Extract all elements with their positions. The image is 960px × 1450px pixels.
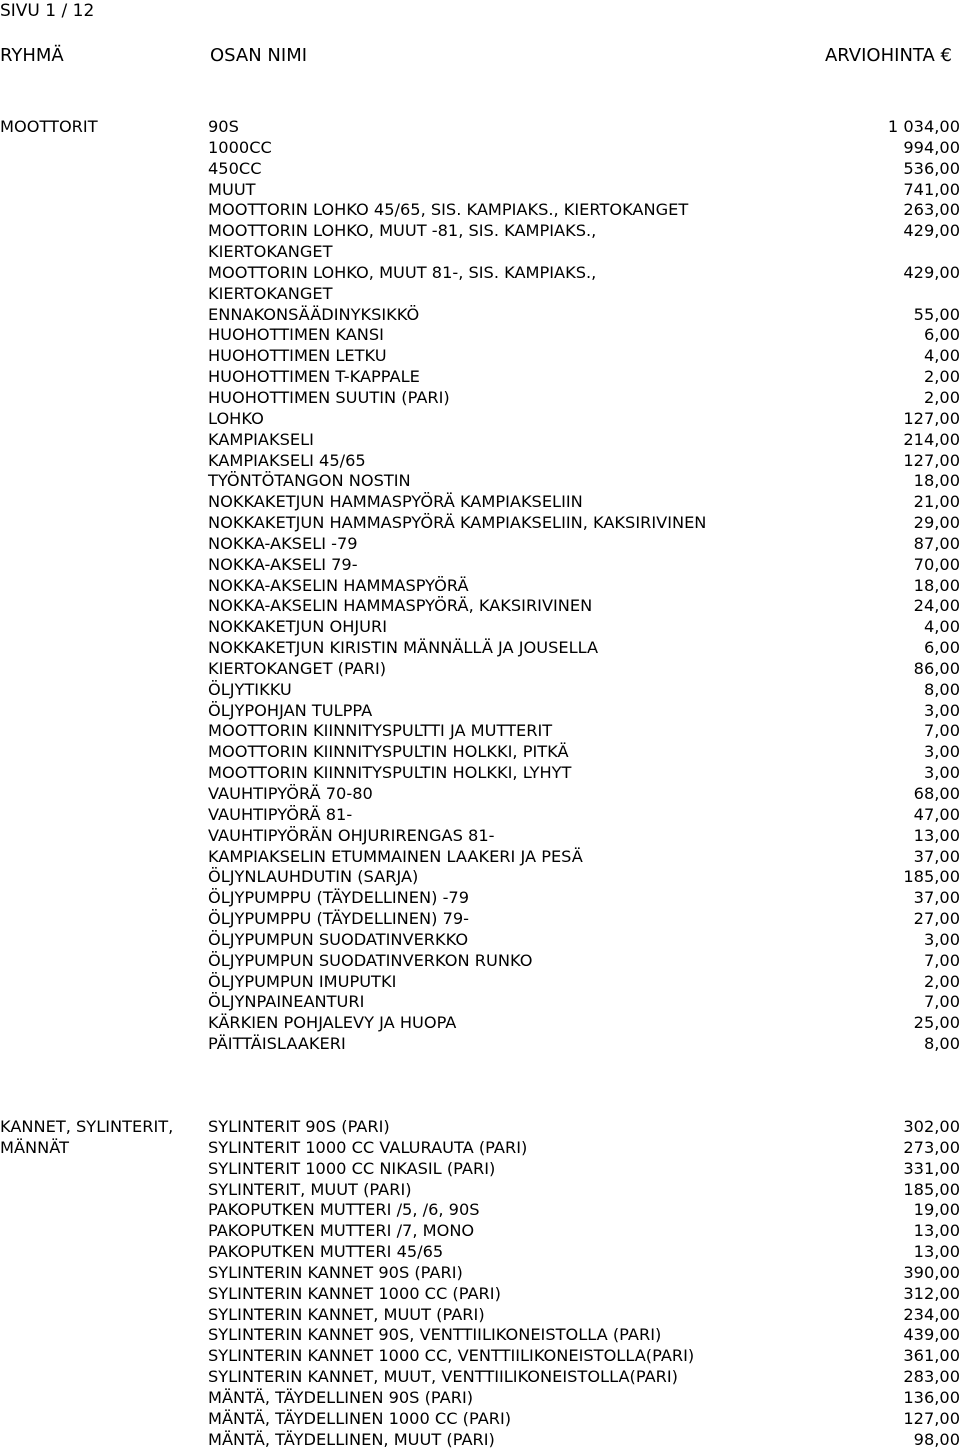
price-list xyxy=(0,117,960,1450)
list-item xyxy=(0,367,960,388)
part-name: MOOTTORIN LOHKO, MUUT -81, SIS. KAMPIAKS., KIERTOKANGET xyxy=(208,221,597,262)
part-price: 263,00 xyxy=(903,200,960,220)
part-price: 283,00 xyxy=(903,1367,960,1387)
part-price: 312,00 xyxy=(903,1283,960,1303)
list-item xyxy=(0,867,960,888)
column-header-group: RYHMÄ xyxy=(0,45,64,66)
list-item xyxy=(0,555,960,576)
list-item xyxy=(0,305,960,326)
part-price: 741,00 xyxy=(903,179,960,199)
list-item xyxy=(0,1013,960,1034)
part-name: ÖLJYPUMPUN SUODATINVERKKO xyxy=(208,929,469,949)
group-engines xyxy=(0,117,960,1055)
list-item xyxy=(0,1388,960,1409)
list-item xyxy=(0,888,960,909)
list-item xyxy=(0,826,960,847)
part-name: LOHKO xyxy=(208,408,264,428)
part-price: 4,00 xyxy=(923,346,960,366)
list-item xyxy=(0,680,960,701)
list-item xyxy=(0,1221,960,1242)
column-header-price: ARVIOHINTA € xyxy=(824,45,952,66)
part-name: MOOTTORIN KIINNITYSPULTIN HOLKKI, LYHYT xyxy=(208,763,572,783)
part-name: HUOHOTTIMEN SUUTIN (PARI) xyxy=(208,387,450,407)
part-name: SYLINTERIN KANNET 90S (PARI) xyxy=(208,1262,463,1282)
group-label xyxy=(0,1117,195,1159)
part-name: 90S xyxy=(208,117,239,136)
list-item xyxy=(0,638,960,659)
part-price: 127,00 xyxy=(903,1408,960,1428)
part-name: HUOHOTTIMEN T-KAPPALE xyxy=(208,367,420,387)
part-price: 994,00 xyxy=(903,137,960,157)
part-price: 27,00 xyxy=(913,909,960,929)
part-name: NOKKAKETJUN HAMMASPYÖRÄ KAMPIAKSELIIN xyxy=(208,492,583,512)
part-name: ENNAKONSÄÄDINYKSIKKÖ xyxy=(208,304,420,324)
list-item xyxy=(0,138,960,159)
part-name: PÄITTÄISLAAKERI xyxy=(208,1034,346,1054)
group-label: MOOTTORIT xyxy=(0,117,98,136)
group-label-text: KANNET, SYLINTERIT, MÄNNÄT xyxy=(0,1116,174,1157)
part-name: MOOTTORIN KIINNITYSPULTTI JA MUTTERIT xyxy=(208,721,553,741)
list-item xyxy=(0,596,960,617)
part-price: 390,00 xyxy=(903,1262,960,1282)
part-price: 6,00 xyxy=(923,638,960,658)
part-price: 536,00 xyxy=(903,158,960,178)
part-name: NOKKA-AKSELI -79 xyxy=(208,533,358,553)
list-item xyxy=(0,701,960,722)
part-name: ÖLJYNPAINEANTURI xyxy=(208,992,365,1012)
part-price: 37,00 xyxy=(913,846,960,866)
part-name: KAMPIAKSELI xyxy=(208,429,314,449)
part-price: 7,00 xyxy=(923,992,960,1012)
part-price: 55,00 xyxy=(913,304,960,324)
list-item xyxy=(0,1409,960,1430)
part-name: MOOTTORIN KIINNITYSPULTIN HOLKKI, PITKÄ xyxy=(208,742,569,762)
part-price: 8,00 xyxy=(923,679,960,699)
part-name: KAMPIAKSELI 45/65 xyxy=(208,450,366,470)
list-item xyxy=(0,471,960,492)
column-header-part-name: OSAN NIMI xyxy=(210,45,308,66)
part-name: NOKKA-AKSELIN HAMMASPYÖRÄ xyxy=(208,575,469,595)
part-name: HUOHOTTIMEN LETKU xyxy=(208,346,387,366)
part-price: 439,00 xyxy=(903,1325,960,1345)
list-item xyxy=(0,1430,960,1450)
list-item xyxy=(0,430,960,451)
part-name: VAUHTIPYÖRÄ 81- xyxy=(208,804,353,824)
part-price: 13,00 xyxy=(913,1242,960,1262)
list-item xyxy=(0,1159,960,1180)
part-price: 8,00 xyxy=(923,1034,960,1054)
list-item xyxy=(0,972,960,993)
part-name: HUOHOTTIMEN KANSI xyxy=(208,325,384,345)
part-price: 68,00 xyxy=(913,784,960,803)
part-price: 13,00 xyxy=(913,1221,960,1241)
part-price: 47,00 xyxy=(913,804,960,824)
part-name: SYLINTERIT, MUUT (PARI) xyxy=(208,1179,412,1199)
part-name: SYLINTERIT 1000 CC NIKASIL (PARI) xyxy=(208,1158,496,1178)
list-item xyxy=(0,263,960,305)
part-name: SYLINTERIN KANNET 1000 CC (PARI) xyxy=(208,1283,501,1303)
part-name: MOOTTORIN LOHKO, MUUT 81-, SIS. KAMPIAKS., KIERTOKANGET xyxy=(208,262,597,303)
part-price: 1 034,00 xyxy=(887,117,960,136)
part-price: 6,00 xyxy=(923,325,960,345)
list-item xyxy=(0,451,960,472)
part-name: NOKKAKETJUN HAMMASPYÖRÄ KAMPIAKSELIIN, KAKSIRIVINEN xyxy=(208,513,707,533)
list-item xyxy=(0,180,960,201)
part-name: ÖLJYTIKKU xyxy=(208,679,292,699)
part-name: ÖLJYPUMPPU (TÄYDELLINEN) 79- xyxy=(208,909,470,929)
part-price: 127,00 xyxy=(903,408,960,428)
part-price: 331,00 xyxy=(903,1158,960,1178)
part-name: VAUHTIPYÖRÄN OHJURIRENGAS 81- xyxy=(208,825,495,845)
list-item xyxy=(0,763,960,784)
part-name: ÖLJYPOHJAN TULPPA xyxy=(208,700,373,720)
list-item xyxy=(0,1305,960,1326)
part-name: 450CC xyxy=(208,158,262,178)
list-item xyxy=(0,388,960,409)
part-name: 1000CC xyxy=(208,137,272,157)
part-name: NOKKA-AKSELIN HAMMASPYÖRÄ, KAKSIRIVINEN xyxy=(208,596,593,616)
list-item xyxy=(0,325,960,346)
list-item xyxy=(0,1325,960,1346)
part-name: KÄRKIEN POHJALEVY JA HUOPA xyxy=(208,1013,457,1033)
list-item xyxy=(0,742,960,763)
part-price: 98,00 xyxy=(913,1429,960,1449)
list-item xyxy=(0,1180,960,1201)
list-item xyxy=(0,1367,960,1388)
list-item xyxy=(0,534,960,555)
list-item xyxy=(0,409,960,430)
part-name: SYLINTERIN KANNET 1000 CC, VENTTIILIKONEISTOLLA(PARI) xyxy=(208,1346,695,1366)
part-price: 86,00 xyxy=(913,658,960,678)
part-price: 7,00 xyxy=(923,950,960,970)
part-price: 234,00 xyxy=(903,1304,960,1324)
list-item xyxy=(0,200,960,221)
part-price: 429,00 xyxy=(903,262,960,282)
part-price: 2,00 xyxy=(923,971,960,991)
part-price: 13,00 xyxy=(913,825,960,845)
part-price: 361,00 xyxy=(903,1346,960,1366)
part-price: 3,00 xyxy=(923,929,960,949)
list-item xyxy=(0,847,960,868)
list-item xyxy=(0,930,960,951)
part-price: 185,00 xyxy=(903,1179,960,1199)
part-price: 185,00 xyxy=(903,867,960,887)
part-price: 25,00 xyxy=(913,1013,960,1033)
list-item xyxy=(0,1200,960,1221)
list-item xyxy=(0,1242,960,1263)
part-price: 29,00 xyxy=(913,513,960,533)
item-list xyxy=(0,1117,960,1450)
list-item xyxy=(0,992,960,1013)
part-price: 273,00 xyxy=(903,1137,960,1157)
part-name: MOOTTORIN LOHKO 45/65, SIS. KAMPIAKS., KIERTOKANGET xyxy=(208,200,689,220)
part-name: KIERTOKANGET (PARI) xyxy=(208,658,387,678)
part-name: MÄNTÄ, TÄYDELLINEN 90S (PARI) xyxy=(208,1387,474,1407)
part-price: 127,00 xyxy=(903,450,960,470)
list-item xyxy=(0,346,960,367)
part-price: 214,00 xyxy=(903,429,960,449)
part-price: 2,00 xyxy=(923,387,960,407)
table-header xyxy=(0,44,960,68)
list-item xyxy=(0,659,960,680)
part-name: MÄNTÄ, TÄYDELLINEN, MUUT (PARI) xyxy=(208,1429,495,1449)
list-item xyxy=(0,805,960,826)
group-heads-cylinders-pistons xyxy=(0,1117,960,1450)
part-price: 3,00 xyxy=(923,763,960,783)
part-price: 136,00 xyxy=(903,1387,960,1407)
list-item xyxy=(0,721,960,742)
part-name: ÖLJYPUMPUN SUODATINVERKON RUNKO xyxy=(208,950,533,970)
part-name: PAKOPUTKEN MUTTERI /5, /6, 90S xyxy=(208,1200,480,1220)
list-item xyxy=(0,1346,960,1367)
part-name: MÄNTÄ, TÄYDELLINEN 1000 CC (PARI) xyxy=(208,1408,512,1428)
part-name: SYLINTERIN KANNET, MUUT, VENTTIILIKONEISTOLLA(PARI) xyxy=(208,1367,678,1387)
part-name: SYLINTERIT 1000 CC VALURAUTA (PARI) xyxy=(208,1137,528,1157)
list-item xyxy=(0,221,960,263)
part-price: 24,00 xyxy=(913,596,960,616)
part-name: ÖLJYPUMPUN IMUPUTKI xyxy=(208,971,397,991)
list-item xyxy=(0,492,960,513)
part-price: 87,00 xyxy=(913,533,960,553)
part-name: TYÖNTÖTANGON NOSTIN xyxy=(208,471,411,491)
list-item xyxy=(0,576,960,597)
part-name: MUUT xyxy=(208,179,256,199)
part-price: 18,00 xyxy=(913,471,960,491)
part-price: 19,00 xyxy=(913,1200,960,1220)
list-item xyxy=(0,909,960,930)
part-price: 18,00 xyxy=(913,575,960,595)
part-price: 302,00 xyxy=(903,1116,960,1136)
list-item xyxy=(0,159,960,180)
part-name: VAUHTIPYÖRÄ 70-80 xyxy=(208,784,373,803)
part-price: 4,00 xyxy=(923,617,960,637)
part-name: KAMPIAKSELIN ETUMMAINEN LAAKERI JA PESÄ xyxy=(208,846,583,866)
part-name: ÖLJYNLAUHDUTIN (SARJA) xyxy=(208,867,419,887)
part-name: SYLINTERIN KANNET, MUUT (PARI) xyxy=(208,1304,485,1324)
part-price: 21,00 xyxy=(913,492,960,512)
list-item xyxy=(0,1034,960,1055)
part-name: SYLINTERIT 90S (PARI) xyxy=(208,1116,390,1136)
part-price: 2,00 xyxy=(923,367,960,387)
part-name: NOKKAKETJUN OHJURI xyxy=(208,617,388,637)
list-item xyxy=(0,1263,960,1284)
part-name: SYLINTERIN KANNET 90S, VENTTIILIKONEISTOLLA (PARI) xyxy=(208,1325,662,1345)
list-item xyxy=(0,617,960,638)
part-price: 7,00 xyxy=(923,721,960,741)
item-list xyxy=(0,117,960,1055)
part-price: 429,00 xyxy=(903,221,960,241)
list-item xyxy=(0,784,960,805)
list-item xyxy=(0,513,960,534)
page-number: SIVU 1 / 12 xyxy=(0,1,95,21)
part-name: NOKKA-AKSELI 79- xyxy=(208,554,358,574)
part-price: 37,00 xyxy=(913,888,960,908)
list-item xyxy=(0,951,960,972)
part-price: 70,00 xyxy=(913,554,960,574)
list-item xyxy=(0,1284,960,1305)
part-price: 3,00 xyxy=(923,700,960,720)
part-name: ÖLJYPUMPPU (TÄYDELLINEN) -79 xyxy=(208,888,470,908)
part-name: PAKOPUTKEN MUTTERI 45/65 xyxy=(208,1242,444,1262)
part-price: 3,00 xyxy=(923,742,960,762)
part-name: PAKOPUTKEN MUTTERI /7, MONO xyxy=(208,1221,475,1241)
part-name: NOKKAKETJUN KIRISTIN MÄNNÄLLÄ JA JOUSELLA xyxy=(208,638,599,658)
